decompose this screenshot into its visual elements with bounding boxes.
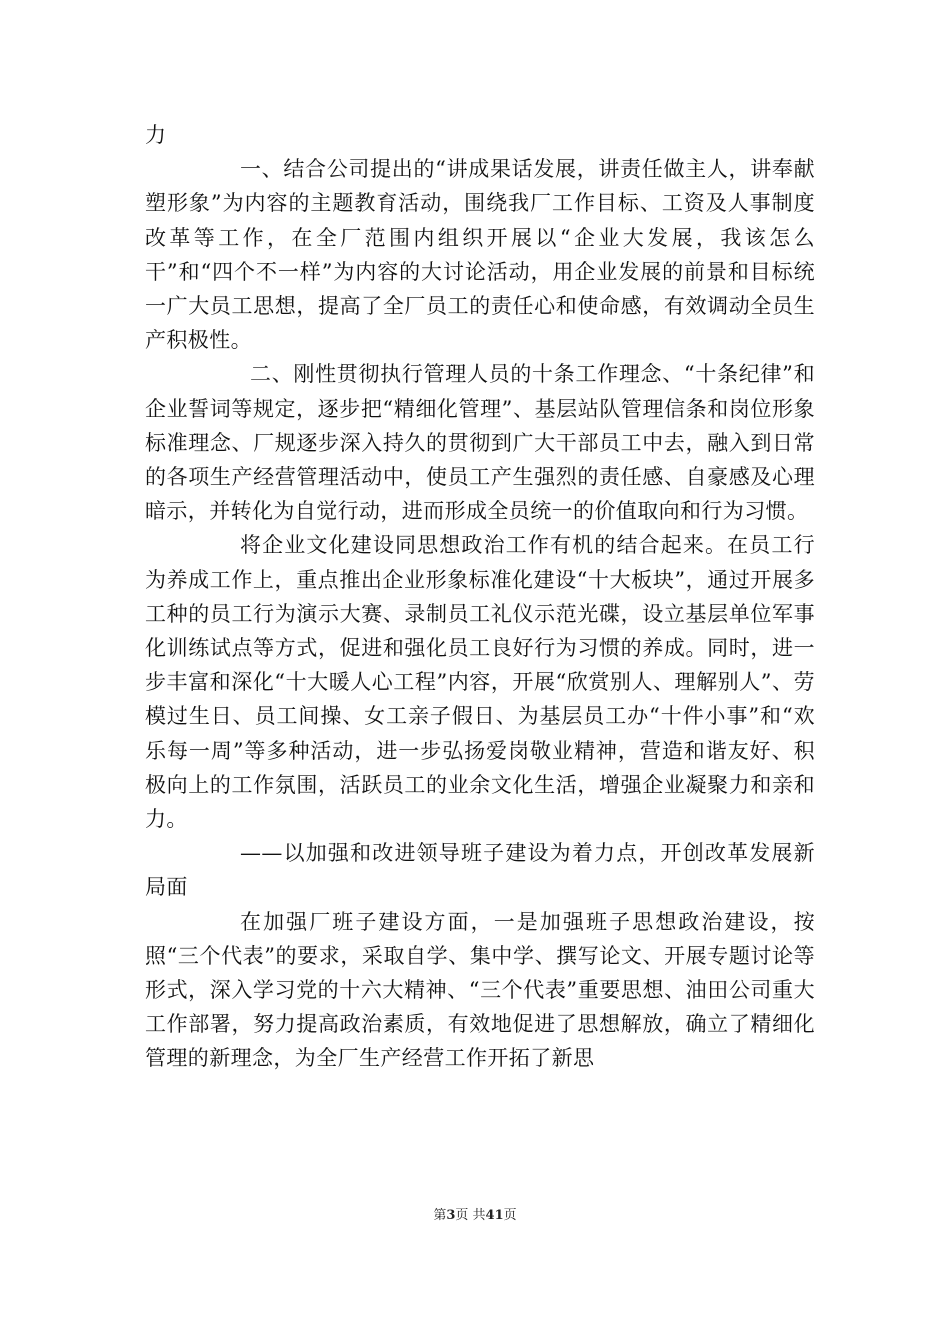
- page-footer: [0, 1204, 950, 1223]
- footer-middle: 页 共: [455, 1208, 486, 1223]
- paragraph-3: 将企业文化建设同思想政治工作有机的结合起来。在员工行为养成工作上，重点推出企业形象标准化建设“十大板块”，通过开展多工种的员工行为演示大赛、录制员工礼仪示范光碟，设立基层单位军事化训练试点等方式，促进和强化员工良好行为习惯的养成。同时，进一步丰富和深化“十大暖人心工程”内容，开展“欣赏别人、理解别人”、劳模过生日、员工间操、女工亲子假日、为基层员工办“十件小事”和“欢乐每一周”等多种活动，进一步弘扬爱岗敬业精神，营造和谐友好、积极向上的工作氛围，活跃员工的业余文化生活，增强企业凝聚力和亲和力。: [145, 533, 815, 832]
- section-heading: ——以加强和改进领导班子建设为着力点，开创改革发展新局面: [145, 841, 815, 900]
- footer-suffix: 页: [503, 1208, 517, 1223]
- footer-prefix: 第: [433, 1208, 447, 1223]
- paragraph-2: 二、刚性贯彻执行管理人员的十条工作理念、“十条纪律”和企业誓词等规定，逐步把“精细化管理”、基层站队管理信条和岗位形象标准理念、厂规逐步深入持久的贯彻到广大干部员工中去，融入到日常的各项生产经营管理活动中，使员工产生强烈的责任感、自豪感及心理暗示，并转化为自觉行动，进而形成全员统一的价值取向和行为习惯。: [145, 362, 815, 524]
- page-total: 41: [485, 1208, 504, 1223]
- page-number: 3: [446, 1208, 456, 1223]
- paragraph-1: 一、结合公司提出的“讲成果话发展，讲责任做主人，讲奉献塑形象”为内容的主题教育活动，围绕我厂工作目标、工资及人事制度改革等工作，在全厂范围内组织开展以“企业大发展，我该怎么干”和“四个不一样”为内容的大讨论活动，用企业发展的前景和目标统一广大员工思想，提高了全厂员工的责任心和使命感，有效调动全员生产积极性。: [145, 157, 815, 353]
- paragraph-fragment: 力: [145, 123, 167, 147]
- paragraph-5: 在加强厂班子建设方面，一是加强班子思想政治建设，按照“三个代表”的要求，采取自学、集中学、撰写论文、开展专题讨论等形式，深入学习党的十六大精神、“三个代表”重要思想、油田公司重大工作部署，努力提高政治素质，有效地促进了思想解放，确立了精细化管理的新理念，为全厂生产经营工作开拓了新思: [145, 909, 815, 1071]
- body-text: [145, 118, 815, 1076]
